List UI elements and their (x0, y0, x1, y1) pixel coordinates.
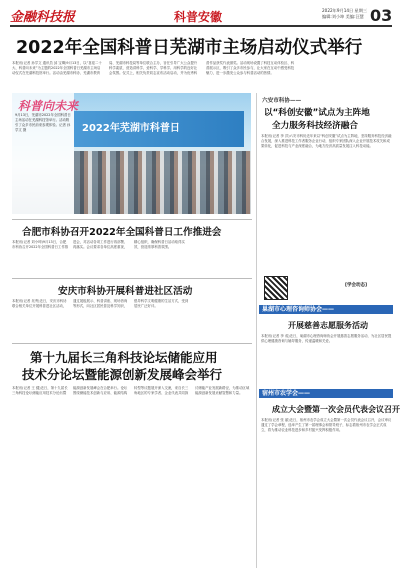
article2-headline: 合肥市科协召开2022年全国科普日工作推进会 (22, 227, 222, 238)
box2-kicker: 宿州市农学会—— (259, 389, 393, 398)
section-rule (12, 219, 252, 220)
page-number: 03 (370, 6, 393, 25)
section-rule (12, 278, 252, 279)
side-headline-2: 全力服务科技经济融合 (272, 121, 358, 131)
box2-body: 本报讯(记者 张 丽)近日，宿州市农学会成立大会暨第一次会员代表会议召开，会议审议通过了学会章程，选举产生了第一届理事会和领导班子，标志着宿州市农学会正式成立，将为推动农业科技进步和乡村振兴发挥积极作用。 (261, 418, 392, 433)
box1-body: 本报讯(记者 李 成)近日，巢湖市心理咨询师协会开展慈善志愿服务活动，为社区居民提供心理健康咨询与辅导服务，传递温暖和关爱。 (261, 334, 392, 344)
box1-headline: 开展慈善志愿服务活动 (288, 321, 368, 330)
box-label: [学会动态] (345, 283, 368, 288)
issue-date-line: 2022年9月14日 星期三 (322, 8, 368, 13)
article4-headline-1: 第十九届长三角科技论坛储能应用 (30, 350, 218, 365)
article4-headline-2: 技术分论坛暨能源创新发展峰会举行 (22, 367, 223, 382)
box1-kicker: 巢湖市心理咨询师协会—— (259, 305, 393, 314)
qr-code (264, 276, 288, 300)
issue-date (322, 8, 367, 20)
column-divider (256, 93, 257, 568)
side-kicker: 六安市科协—— (262, 98, 302, 104)
article3-headline: 安庆市科协开展科普进社区活动 (58, 286, 193, 297)
photo-caption: 9月13日，芜湖市2022年全国科普日主场活动在芜湖科技馆举行。活动吸引了众多市民前来参观体验。记者 孙学文 摄 (15, 113, 71, 132)
article4-body: 本报讯(记者 王 健)近日，第十九届长三角科技论坛储能应用技术分论坛暨能源创新发展峰会在合肥举行。论坛围绕储能技术创新与应用、能源结构转型等议题展开深入交流，来自长三角地区的专家学者、企业代表共同探讨储能产业发展新路径，为推动区域能源创新发展贡献智慧和力量。 (12, 386, 250, 396)
lead-headline: 2022年全国科普日芜湖市主场启动仪式举行 (16, 38, 363, 58)
side-body: 本报讯(记者 李 洋)六安市科协近年来以“科创安徽”试点为主阵地，坚持服务科技经济融合发展，深入推进科技工作者服务企业行动，组织专家团队深入企业开展技术攻关和成果转化，促进科技与产业深度融合，为地方经济高质量发展注入科技动能。 (261, 134, 392, 149)
side-headline-1: 以“科创安徽”试点为主阵地 (264, 108, 370, 118)
event-photo (12, 93, 251, 214)
photo-banner-text: 2022年芜湖市科普日 (82, 123, 180, 134)
masthead-logo: 金融科技报 (10, 10, 76, 25)
masthead-rule (10, 25, 392, 27)
box2-headline: 成立大会暨第一次会员代表会议召开 (272, 405, 400, 414)
section-title: 科普安徽 (174, 10, 223, 24)
photo-title: 科普向未来 (18, 99, 79, 113)
article3-body: 本报讯(记者 吴秀)近日，安庆市科协联合相关单位开展科普进社区活动，通过展板展示、科普讲座、现场咨询等形式，向社区居民普及科学知识，倡导科学文明健康的生活方式，受到居民广泛好评。 (12, 299, 189, 309)
lead-body: 本报讯(记者 孙学文 通讯员 邱 宝卿)9月13日，以“喜迎二十大、科普向未来”为主题的2022年全国科普日芜湖市主场启动仪式在芜湖科技馆举行。活动由芜湖市科协、芜湖市教育局、芜湖市科技局等单位联合主办，旨在引导广大公众提升科学素质，营造讲科学、爱科学、学科学、用科学的良好社会氛围。仪式上，相关负责同志宣布活动启动，并为优秀科普作品获奖代表颁奖。活动现场设置了科技互动体验区、科普展示区，吸引了众多市民参与，让大家在互动中感受科技魅力，进一步激发公众参与科普活动的热情。 (12, 61, 295, 76)
section-rule (12, 343, 252, 344)
article2-body: 本报讯(记者 刘小坤)9月13日，合肥市科协召开2022年全国科普日工作推进会，对活动各项工作进行再部署、再落实。会议要求各单位高度重视，精心组织，确保科普日活动取得实效，营造浓厚科普氛围。 (12, 240, 185, 250)
photo-crowd (74, 151, 251, 214)
issue-editor-line: 编辑:刘小坤 美编:汪慧 (322, 14, 364, 19)
